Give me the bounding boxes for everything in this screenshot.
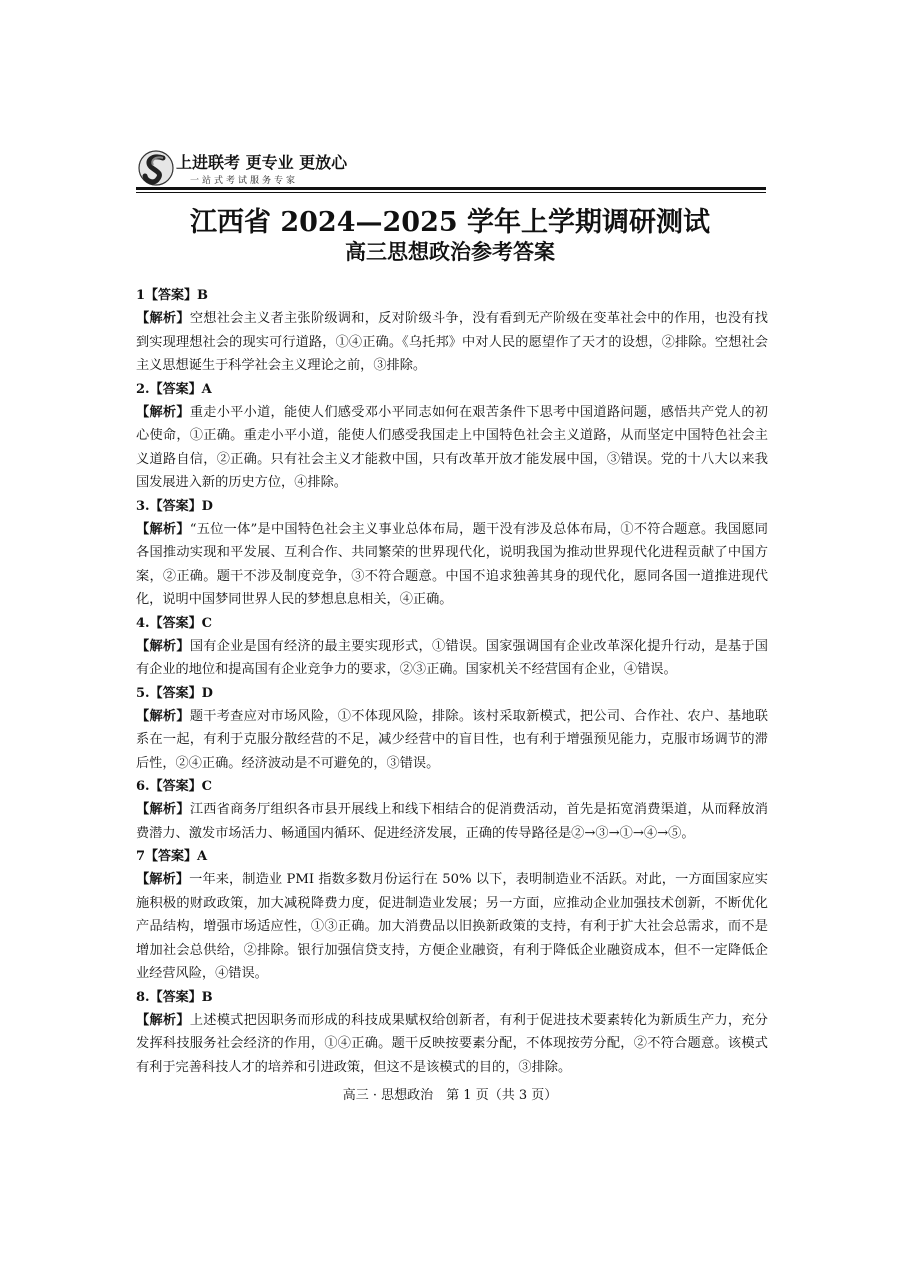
answer-item xyxy=(136,682,768,776)
answer-list xyxy=(136,284,768,1079)
explanation-label: 【解析】 xyxy=(136,311,190,326)
answer-item xyxy=(136,284,768,378)
answer-line: 1【答案】B xyxy=(136,288,209,303)
explanation-label: 【解析】 xyxy=(136,872,190,887)
answer-item xyxy=(136,986,768,1080)
answer-line: 8.【答案】B xyxy=(136,989,213,1005)
explanation xyxy=(136,798,768,845)
explanation-text: 国有企业是国有经济的最主要实现形式，①错误。国家强调国有企业改革深化提升行动，是基于国有企业的地位和提高国有企业竞争力的要求，②③正确。国家机关不经营国有企业，④错误。 xyxy=(136,638,768,677)
explanation xyxy=(136,635,768,682)
answer-line: 7【答案】A xyxy=(136,849,208,864)
answer-item xyxy=(136,495,768,612)
answer-line: 4.【答案】C xyxy=(136,615,212,631)
explanation-text: 江西省商务厅组织各市县开展线上和线下相结合的促消费活动，首先是拓宽消费渠道，从而释放消费潜力、激发市场活力、畅通国内循环、促进经济发展，正确的传导路径是②→③→①→④→⑤。 xyxy=(136,802,768,841)
brand-tagline: 一站式考试服务专家 xyxy=(190,176,299,186)
page-footer: 高三 · 思想政治 第 1 页（共 3 页） xyxy=(342,1088,558,1103)
explanation-text: 一年来，制造业 PMI 指数多数月份运行在 50% 以下，表明制造业不活跃。对此，一方面国家应实施积极的财政政策，加大减税降费力度，促进制造业发展；另一方面，应推动企业加强技术创新，不断优化产品结构，增强市场适应性，①③正确。加大消费品以旧换新政策的支持，有利于扩大社会总需求，而不是增加社会总供给，②排除。银行加强信贷支持，方便企业融资，有利于降低企业融资成本，但不一定降低企业经营风险，④错误。 xyxy=(136,872,768,981)
swirl-s-logo-icon xyxy=(136,148,176,188)
explanation-label: 【解析】 xyxy=(136,802,190,817)
answer-line: 2.【答案】A xyxy=(136,381,212,397)
explanation xyxy=(136,307,768,378)
answer-item xyxy=(136,378,768,495)
explanation xyxy=(136,868,768,986)
explanation-label: 【解析】 xyxy=(136,404,190,420)
answer-item xyxy=(136,612,768,682)
explanation xyxy=(136,705,768,776)
answer-line: 5.【答案】D xyxy=(136,685,213,701)
header-rule-thin xyxy=(136,192,766,193)
explanation-label: 【解析】 xyxy=(136,521,190,537)
brand-slogan: 上进联考 更专业 更放心 xyxy=(176,153,348,172)
explanation xyxy=(136,401,768,495)
explanation-text: 题干考查应对市场风险，①不体现风险，排除。该村采取新模式，把公司、合作社、农户、基地联系在一起，有利于克服分散经营的不足，减少经营中的盲目性，也有利于增强预见能力，克服市场调节的滞后性，②④正确。经济波动是不可避免的，③错误。 xyxy=(136,708,768,771)
explanation-label: 【解析】 xyxy=(136,638,190,654)
answer-line: 6.【答案】C xyxy=(136,779,212,794)
explanation xyxy=(136,1009,768,1080)
answer-item xyxy=(136,845,768,986)
header-rule-thick xyxy=(136,187,766,190)
explanation-label: 【解析】 xyxy=(136,1012,190,1028)
explanation-text: 空想社会主义者主张阶级调和，反对阶级斗争，没有看到无产阶级在变革社会中的作用，也没有找到实现理想社会的现实可行道路，①④正确。《乌托邦》中对人民的愿望作了天才的设想，②排除。空想社会主义思想诞生于科学社会主义理论之前，③排除。 xyxy=(136,311,768,373)
page-title: 江西省 2024—2025 学年上学期调研测试 xyxy=(189,207,711,238)
explanation-text: 重走小平小道，能使人们感受邓小平同志如何在艰苦条件下思考中国道路问题，感悟共产党人的初心使命，①正确。重走小平小道，能使人们感受我国走上中国特色社会主义道路，从而坚定中国特色社会主义道路自信，②正确。只有社会主义才能救中国，只有改革开放才能发展中国，③错误。党的十八大以来我国发展进入新的历史方位，④排除。 xyxy=(136,404,768,490)
page-subtitle: 高三思想政治参考答案 xyxy=(345,240,555,264)
page-header xyxy=(136,146,766,196)
answer-item xyxy=(136,775,768,845)
answer-line: 3.【答案】D xyxy=(136,498,213,514)
explanation-text: 上述模式把因职务而形成的科技成果赋权给创新者，有利于促进技术要素转化为新质生产力，充分发挥科技服务社会经济的作用，①④正确。题干反映按要素分配，不体现按劳分配，②不符合题意。该模式有利于完善科技人才的培养和引进政策，但这不是该模式的目的，③排除。 xyxy=(136,1012,768,1075)
explanation-label: 【解析】 xyxy=(136,708,190,724)
explanation-text: “五位一体”是中国特色社会主义事业总体布局，题干没有涉及总体布局，①不符合题意。我国愿同各国推动实现和平发展、互利合作、共同繁荣的世界现代化，说明我国为推动世界现代化进程贡献了中国方案，②正确。题干不涉及制度竞争，③不符合题意。中国不追求独善其身的现代化，愿同各国一道推进现代化，说明中国梦同世界人民的梦想息息相关，④正确。 xyxy=(136,521,768,607)
explanation xyxy=(136,518,768,612)
